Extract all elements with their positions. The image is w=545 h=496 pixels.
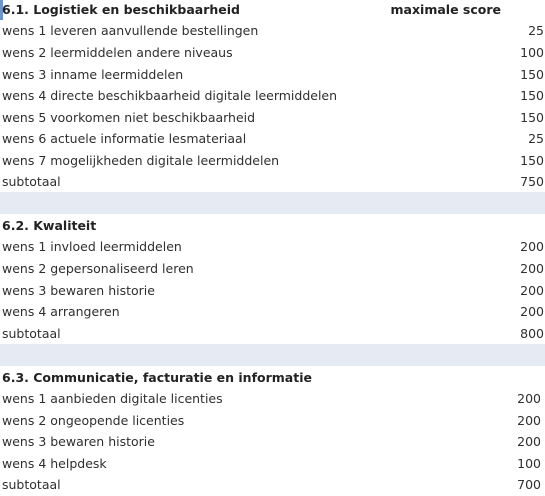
subtotal-value: 700 xyxy=(517,477,541,492)
section-header-6-2 xyxy=(0,216,545,237)
row-score: 25 xyxy=(528,131,544,146)
subtotal-value: 750 xyxy=(520,174,544,189)
row-label: wens 3 bewaren historie xyxy=(2,434,155,449)
subtotal-row xyxy=(0,172,545,193)
row-label: wens 4 helpdesk xyxy=(2,456,107,471)
row-label: wens 2 gepersonaliseerd leren xyxy=(2,261,194,276)
row-score: 150 xyxy=(520,67,544,82)
subtotal-value: 800 xyxy=(520,326,544,341)
row-label: wens 4 directe beschikbaarheid digitale leermiddelen xyxy=(2,88,338,103)
section-separator xyxy=(0,192,545,214)
subtotal-label: subtotaal xyxy=(2,174,61,189)
subtotal-label: subtotaal xyxy=(2,326,61,341)
row-score: 200 xyxy=(517,391,541,406)
table-row xyxy=(0,86,545,107)
table-row xyxy=(0,151,545,172)
row-score: 100 xyxy=(517,456,541,471)
row-score: 150 xyxy=(520,88,544,103)
subtotal-label: subtotaal xyxy=(2,477,61,492)
row-label: wens 1 invloed leermiddelen xyxy=(2,239,182,254)
row-score: 200 xyxy=(520,283,544,298)
row-label: wens 2 ongeopende licenties xyxy=(2,413,185,428)
row-score: 200 xyxy=(520,304,544,319)
row-label: wens 6 actuele informatie lesmateriaal xyxy=(2,131,247,146)
section-separator xyxy=(0,344,545,366)
column-header-max-score: maximale score xyxy=(390,2,501,17)
table-row xyxy=(0,281,545,302)
table-row xyxy=(0,389,545,410)
table-row xyxy=(0,108,545,129)
row-score: 150 xyxy=(520,153,544,168)
section-header-6-1 xyxy=(0,0,545,21)
table-row xyxy=(0,259,545,280)
table-row xyxy=(0,65,545,86)
row-label: wens 1 leveren aanvullende bestellingen xyxy=(2,23,259,38)
row-label: wens 4 arrangeren xyxy=(2,304,120,319)
table-row xyxy=(0,411,545,432)
row-score: 200 xyxy=(517,413,541,428)
row-score: 25 xyxy=(528,23,544,38)
table-row xyxy=(0,302,545,323)
row-score: 100 xyxy=(520,45,544,60)
row-score: 200 xyxy=(520,239,544,254)
section-title: 6.1. Logistiek en beschikbaarheid xyxy=(2,2,240,17)
row-label: wens 3 bewaren historie xyxy=(2,283,155,298)
row-score: 200 xyxy=(517,434,541,449)
table-row xyxy=(0,129,545,150)
row-score: 200 xyxy=(520,261,544,276)
section-header-6-3 xyxy=(0,368,545,389)
row-label: wens 3 inname leermiddelen xyxy=(2,67,184,82)
row-label: wens 2 leermiddelen andere niveaus xyxy=(2,45,233,60)
subtotal-row xyxy=(0,324,545,345)
row-label: wens 1 aanbieden digitale licenties xyxy=(2,391,223,406)
table-row xyxy=(0,43,545,64)
table-row xyxy=(0,237,545,258)
row-label: wens 7 mogelijkheden digitale leermiddelen xyxy=(2,153,280,168)
table-row xyxy=(0,21,545,42)
table-row xyxy=(0,432,545,453)
row-label: wens 5 voorkomen niet beschikbaarheid xyxy=(2,110,256,125)
section-title: 6.2. Kwaliteit xyxy=(2,218,97,233)
section-title: 6.3. Communicatie, facturatie en informatie xyxy=(2,370,312,385)
subtotal-row xyxy=(0,475,545,496)
row-score: 150 xyxy=(520,110,544,125)
table-row xyxy=(0,454,545,475)
